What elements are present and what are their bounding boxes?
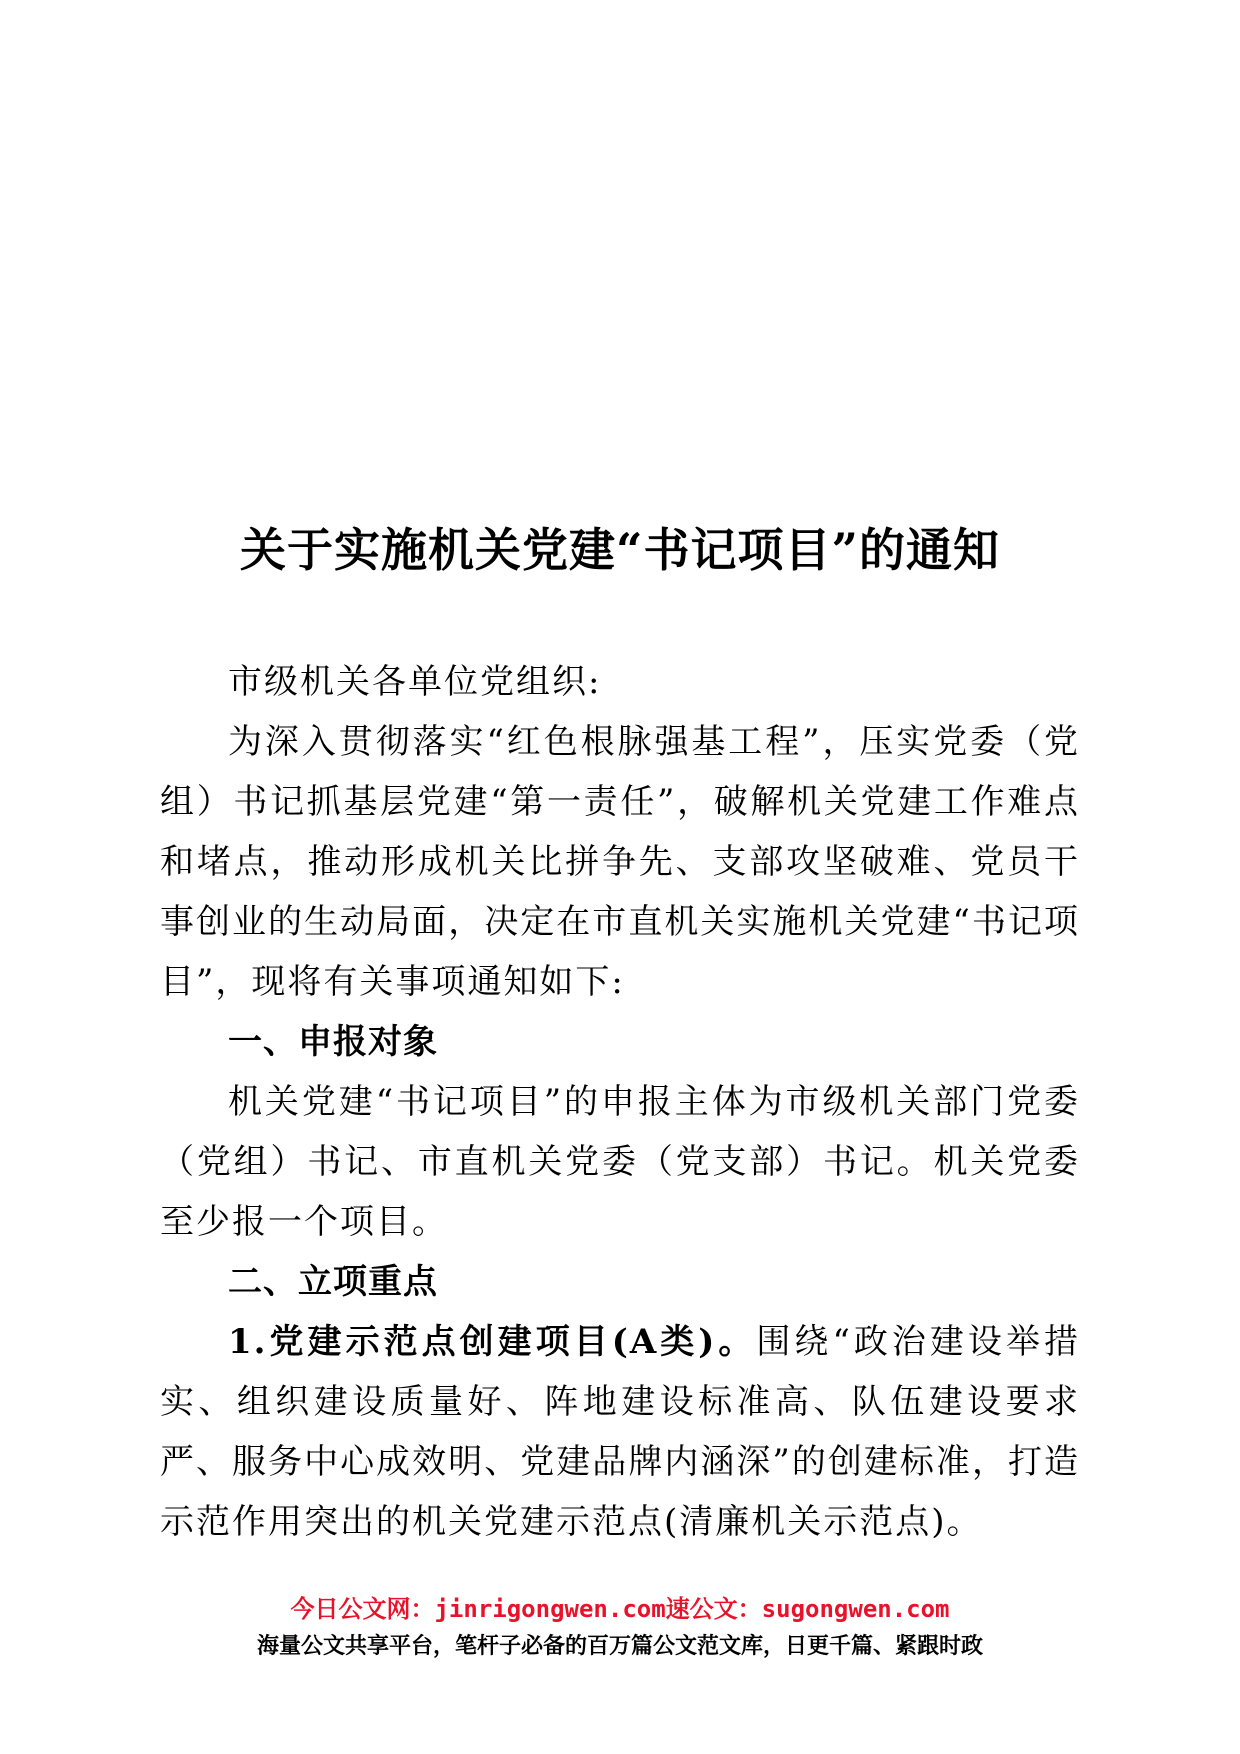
section-paragraph-applicants: 机关党建“书记项目”的申报主体为市级机关部门党委（党组）书记、市直机关党委（党支部）书记。机关党委至少报一个项目。 <box>160 1082 1080 1242</box>
document-title: 关于实施机关党建“书记项目”的通知 <box>240 523 1000 577</box>
item-text-a-class: 围绕“政治建设举措实、组织建设质量好、阵地建设标准高、队伍建设要求严、服务中心成效明、党建品牌内涵深”的创建标准，打造示范作用突出的机关党建示范点(清廉机关示范点)。 <box>160 1322 1080 1542</box>
salutation: 市级机关各单位党组织: <box>228 662 602 702</box>
section-heading-applicants: 一、申报对象 <box>228 1022 438 1062</box>
document-body <box>160 652 1080 1552</box>
section-heading-key-points: 二、立项重点 <box>228 1262 438 1302</box>
item-lead-a-class: 1.党建示范点创建项目(A类)。 <box>228 1322 757 1362</box>
footer-site-links: 今日公文网：jinrigongwen.com速公文：sugongwen.com <box>290 1595 950 1623</box>
footer-watermark <box>0 1592 1240 1664</box>
intro-paragraph: 为深入贯彻落实“红色根脉强基工程”，压实党委（党组）书记抓基层党建“第一责任”，破解机关党建工作难点和堵点，推动形成机关比拼争先、支部攻坚破难、党员干事创业的生动局面，决定在市直机关实施机关党建“书记项目”，现将有关事项通知如下: <box>160 722 1080 1002</box>
footer-slogan: 海量公文共享平台，笔杆子必备的百万篇公文范文库，日更千篇、紧跟时政 <box>256 1634 983 1659</box>
item-paragraph-a-class <box>160 1312 1080 1552</box>
